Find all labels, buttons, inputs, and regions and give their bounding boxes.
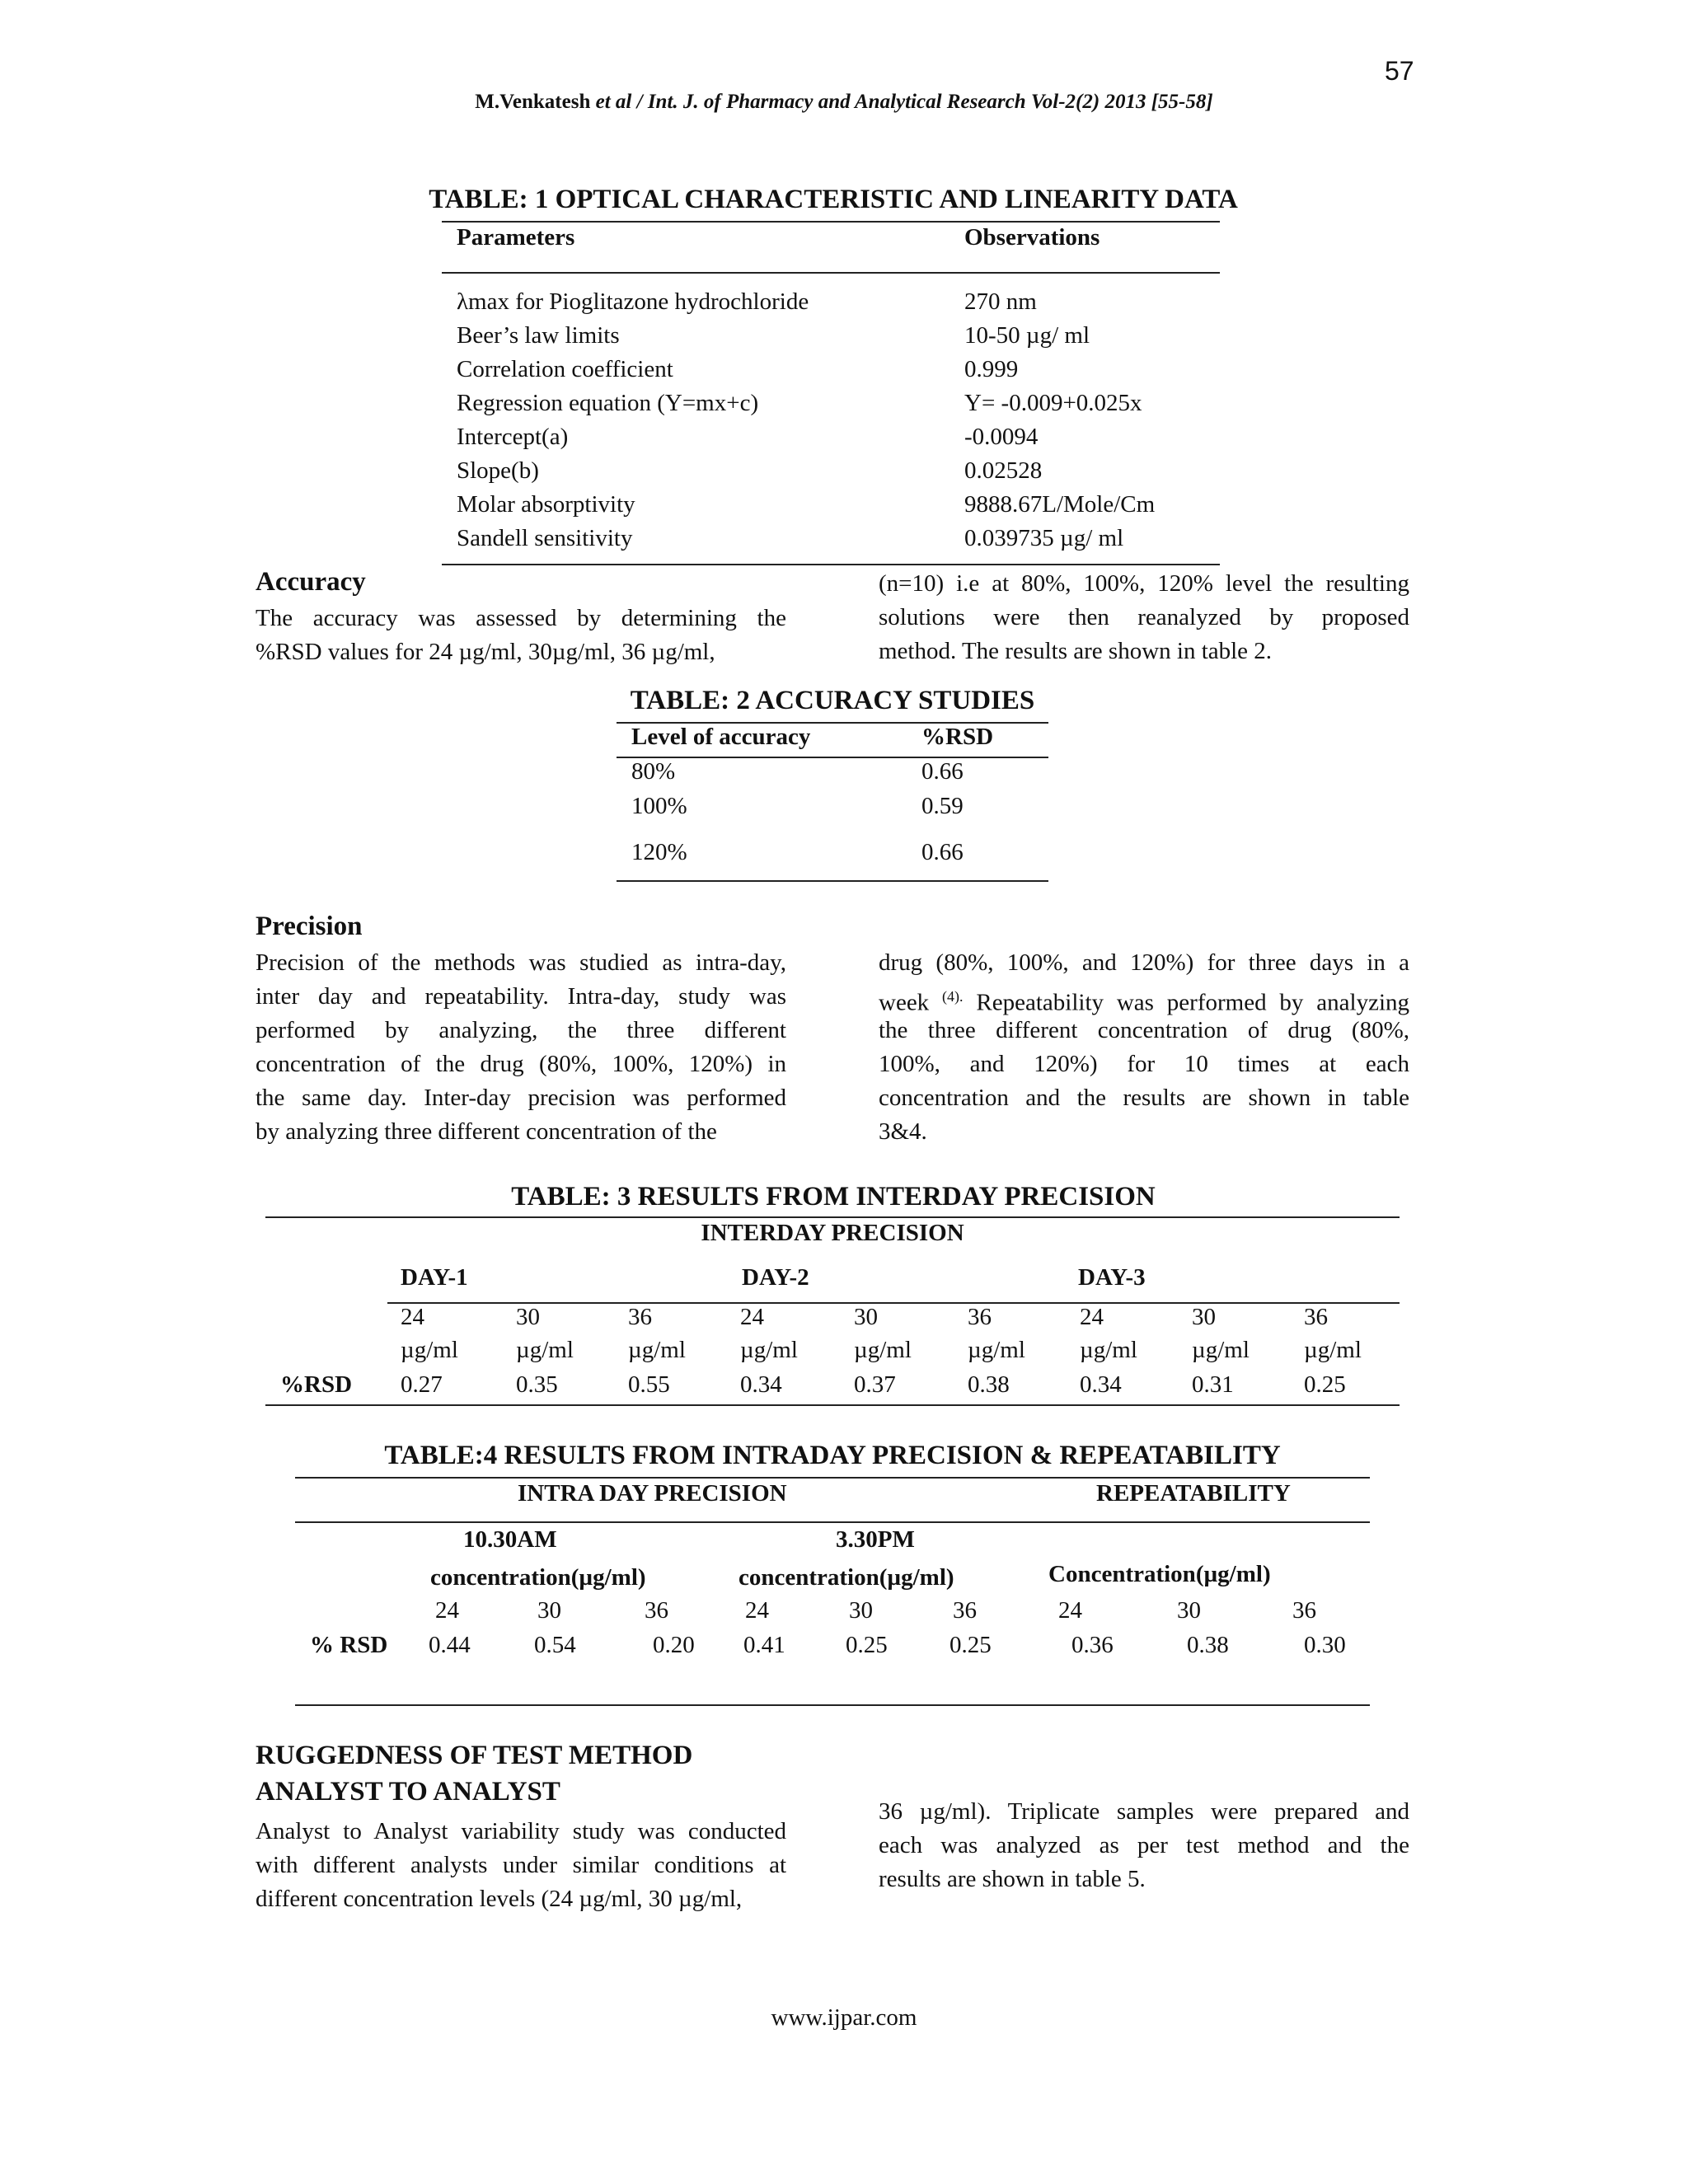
- table4-conc-value: 30: [537, 1597, 561, 1624]
- running-head-journal: / Int. J. of Pharmacy and Analytical Research Vol-2(2) 2013 [55-58]: [631, 91, 1213, 113]
- table1-observation-cell: -0.0094: [964, 424, 1039, 450]
- text-line: concentration and the results are shown in table: [879, 1085, 1409, 1111]
- table3-rsd-value: 0.27: [401, 1371, 443, 1398]
- text-line: each was analyzed as per test method and the: [879, 1832, 1409, 1858]
- table2-bottom-rule: [617, 880, 1048, 882]
- table1-observation-cell: 0.02528: [964, 457, 1043, 484]
- text-line: 36 µg/ml). Triplicate samples were prepared and: [879, 1798, 1409, 1825]
- running-head: [0, 91, 1688, 114]
- table1-parameter-cell: Beer’s law limits: [457, 322, 620, 349]
- text-line: Analyst to Analyst variability study was conducted: [256, 1818, 786, 1844]
- table3-conc-value: 24: [740, 1304, 764, 1330]
- table4-conc-value: 36: [1292, 1597, 1316, 1624]
- table3-conc-value: 30: [1192, 1304, 1216, 1330]
- table4-rsd-value: 0.38: [1187, 1632, 1229, 1658]
- table1-header-rule: [442, 272, 1220, 274]
- table4-bottom-rule: [295, 1704, 1370, 1706]
- table1-observation-cell: 0.039735 µg/ ml: [964, 525, 1124, 551]
- table4-conc-value: 24: [1058, 1597, 1082, 1624]
- table1-parameter-cell: λmax for Pioglitazone hydrochloride: [457, 288, 809, 315]
- table4-conc-value: 36: [953, 1597, 977, 1624]
- text-line: with different analysts under similar conditions at: [256, 1852, 786, 1878]
- table4-rsd-value: 0.20: [653, 1632, 695, 1658]
- table2-header-level: Level of accuracy: [631, 724, 811, 750]
- table2-cell: 0.59: [921, 793, 964, 819]
- table1-parameter-cell: Correlation coefficient: [457, 356, 673, 382]
- table3-unit: µg/ml: [740, 1337, 798, 1363]
- text-fragment: Repeatability was performed by analyzing: [963, 989, 1410, 1016]
- text-line: the same day. Inter-day precision was performed: [256, 1085, 786, 1111]
- table3-rsd-value: 0.35: [516, 1371, 558, 1398]
- table2-header-rsd: %RSD: [921, 724, 994, 750]
- table3-conc-value: 36: [968, 1304, 992, 1330]
- table3-conc-value: 36: [1304, 1304, 1328, 1330]
- table1-parameter-cell: Intercept(a): [457, 424, 569, 450]
- table2-cell: 0.66: [921, 758, 964, 785]
- table3-unit: µg/ml: [854, 1337, 912, 1363]
- text-line: inter day and repeatability. Intra-day, study was: [256, 983, 786, 1010]
- table1-title: TABLE: 1 OPTICAL CHARACTERISTIC AND LINEARITY DATA: [429, 185, 1238, 214]
- table3-rsd-value: 0.34: [1080, 1371, 1122, 1398]
- table1-observation-cell: 0.999: [964, 356, 1019, 382]
- table4-time-header: 10.30AM: [463, 1526, 557, 1553]
- table4-conc-header: concentration(µg/ml): [430, 1564, 646, 1591]
- table1-bottom-rule: [442, 564, 1220, 565]
- table3-unit: µg/ml: [401, 1337, 458, 1363]
- running-head-author: M.Venkatesh: [475, 91, 596, 113]
- table3-title: TABLE: 3 RESULTS FROM INTERDAY PRECISION: [511, 1182, 1156, 1212]
- text-line: performed by analyzing, the three different: [256, 1017, 786, 1043]
- table3-rsd-value: 0.38: [968, 1371, 1010, 1398]
- table3-conc-value: 30: [516, 1304, 540, 1330]
- table3-unit: µg/ml: [628, 1337, 686, 1363]
- table3-conc-value: 30: [854, 1304, 878, 1330]
- ruggedness-right-paragraph: [879, 1795, 1409, 1896]
- table1-parameter-cell: Molar absorptivity: [457, 491, 635, 518]
- table4-conc-value: 30: [1177, 1597, 1201, 1624]
- table2-title: TABLE: 2 ACCURACY STUDIES: [630, 686, 1035, 715]
- table2-cell: 120%: [631, 839, 687, 865]
- table3-rsd-value: 0.34: [740, 1371, 782, 1398]
- accuracy-right-paragraph: [879, 567, 1409, 668]
- text-line: different concentration levels (24 µg/ml, 30 µg/ml,: [256, 1886, 743, 1912]
- text-line: %RSD values for 24 µg/ml, 30µg/ml, 36 µg/ml,: [256, 639, 715, 665]
- table2-cell: 80%: [631, 758, 676, 785]
- table1-parameter-cell: Slope(b): [457, 457, 539, 484]
- table4-rsd-value: 0.30: [1304, 1632, 1346, 1658]
- table1-parameter-cell: Sandell sensitivity: [457, 525, 633, 551]
- precision-right-paragraph: [879, 946, 1409, 1149]
- table3-conc-value: 24: [1080, 1304, 1104, 1330]
- table3-top-rule: [265, 1216, 1400, 1218]
- table4-conc-value: 30: [849, 1597, 873, 1624]
- table2-cell: 100%: [631, 793, 687, 819]
- accuracy-left-paragraph: [256, 602, 786, 669]
- table3-unit: µg/ml: [1080, 1337, 1137, 1363]
- accuracy-heading: Accuracy: [256, 567, 366, 597]
- ruggedness-heading: RUGGEDNESS OF TEST METHOD: [256, 1741, 693, 1770]
- text-line: Precision of the methods was studied as intra-day,: [256, 949, 786, 976]
- text-line: solutions were then reanalyzed by proposed: [879, 604, 1409, 630]
- page-number: 57: [1385, 56, 1414, 86]
- table4-row-label: % RSD: [310, 1632, 388, 1658]
- table4-top-rule: [295, 1477, 1370, 1479]
- table3-conc-value: 24: [401, 1304, 424, 1330]
- table4-rsd-value: 0.36: [1071, 1632, 1114, 1658]
- table1-observation-cell: 10-50 µg/ ml: [964, 322, 1090, 349]
- running-head-etal: et al: [595, 91, 632, 113]
- table3-rsd-value: 0.31: [1192, 1371, 1234, 1398]
- table4-rsd-value: 0.25: [846, 1632, 888, 1658]
- precision-left-paragraph: [256, 946, 786, 1149]
- text-line: 100%, and 120%) for 10 times at each: [879, 1051, 1409, 1077]
- footer-url: www.ijpar.com: [771, 2004, 917, 2031]
- table1-parameter-cell: Regression equation (Y=mx+c): [457, 390, 759, 416]
- text-line: drug (80%, 100%, and 120%) for three days in a: [879, 949, 1409, 976]
- table4-rsd-value: 0.25: [950, 1632, 992, 1658]
- table3-day-header: DAY-2: [742, 1264, 809, 1291]
- table3-unit: µg/ml: [1304, 1337, 1362, 1363]
- table3-unit: µg/ml: [516, 1337, 574, 1363]
- precision-heading: Precision: [256, 912, 363, 941]
- table3-unit: µg/ml: [1192, 1337, 1250, 1363]
- table1-header-observations: Observations: [964, 224, 1100, 251]
- table3-row-label: %RSD: [280, 1371, 353, 1398]
- ruggedness-left-paragraph: [256, 1815, 786, 1916]
- text-line: The accuracy was assessed by determining the: [256, 605, 786, 631]
- table1-header-parameters: Parameters: [457, 224, 575, 251]
- table3-unit: µg/ml: [968, 1337, 1025, 1363]
- table4-group-intraday: INTRA DAY PRECISION: [518, 1480, 787, 1507]
- table4-rsd-value: 0.41: [743, 1632, 785, 1658]
- table4-time-header: 3.30PM: [836, 1526, 915, 1553]
- text-line: (n=10) i.e at 80%, 100%, 120% level the resulting: [879, 570, 1409, 597]
- text-line: [879, 980, 1409, 1014]
- table3-conc-value: 36: [628, 1304, 652, 1330]
- text-line: concentration of the drug (80%, 100%, 120%) in: [256, 1051, 786, 1077]
- table4-group-rule: [295, 1521, 1370, 1523]
- table3-bottom-rule: [265, 1404, 1400, 1406]
- table4-conc-value: 24: [745, 1597, 769, 1624]
- text-word: week: [879, 989, 930, 1016]
- table4-conc-value: 24: [435, 1597, 459, 1624]
- text-line: 3&4.: [879, 1118, 927, 1145]
- table4-title: TABLE:4 RESULTS FROM INTRADAY PRECISION & REPEATABILITY: [384, 1441, 1281, 1470]
- text-line: the three different concentration of drug (80%,: [879, 1017, 1409, 1043]
- citation-ref: (4).: [942, 988, 964, 1005]
- table2-header-rule: [617, 757, 1048, 758]
- table4-group-repeatability: REPEATABILITY: [1096, 1480, 1291, 1507]
- text-line: by analyzing three different concentration of the: [256, 1118, 717, 1145]
- text-line: results are shown in table 5.: [879, 1866, 1146, 1892]
- table1-top-rule: [442, 221, 1220, 223]
- table3-day-header: DAY-3: [1078, 1264, 1146, 1291]
- table1-observation-cell: 9888.67L/Mole/Cm: [964, 491, 1156, 518]
- table4-conc-header: Concentration(µg/ml): [1048, 1561, 1271, 1587]
- table1-observation-cell: Y= -0.009+0.025x: [964, 390, 1142, 416]
- table3-rsd-value: 0.25: [1304, 1371, 1346, 1398]
- table3-day-header: DAY-1: [401, 1264, 468, 1291]
- table3-rsd-value: 0.55: [628, 1371, 670, 1398]
- table4-conc-value: 36: [645, 1597, 668, 1624]
- table4-rsd-value: 0.54: [534, 1632, 576, 1658]
- analyst-subheading: ANALYST TO ANALYST: [256, 1777, 560, 1807]
- table1-observation-cell: 270 nm: [964, 288, 1037, 315]
- table3-group-header: INTERDAY PRECISION: [701, 1220, 964, 1246]
- table4-rsd-value: 0.44: [429, 1632, 471, 1658]
- table2-cell: 0.66: [921, 839, 964, 865]
- table3-rsd-value: 0.37: [854, 1371, 896, 1398]
- table4-conc-header: concentration(µg/ml): [738, 1564, 954, 1591]
- text-line: method. The results are shown in table 2.: [879, 638, 1273, 664]
